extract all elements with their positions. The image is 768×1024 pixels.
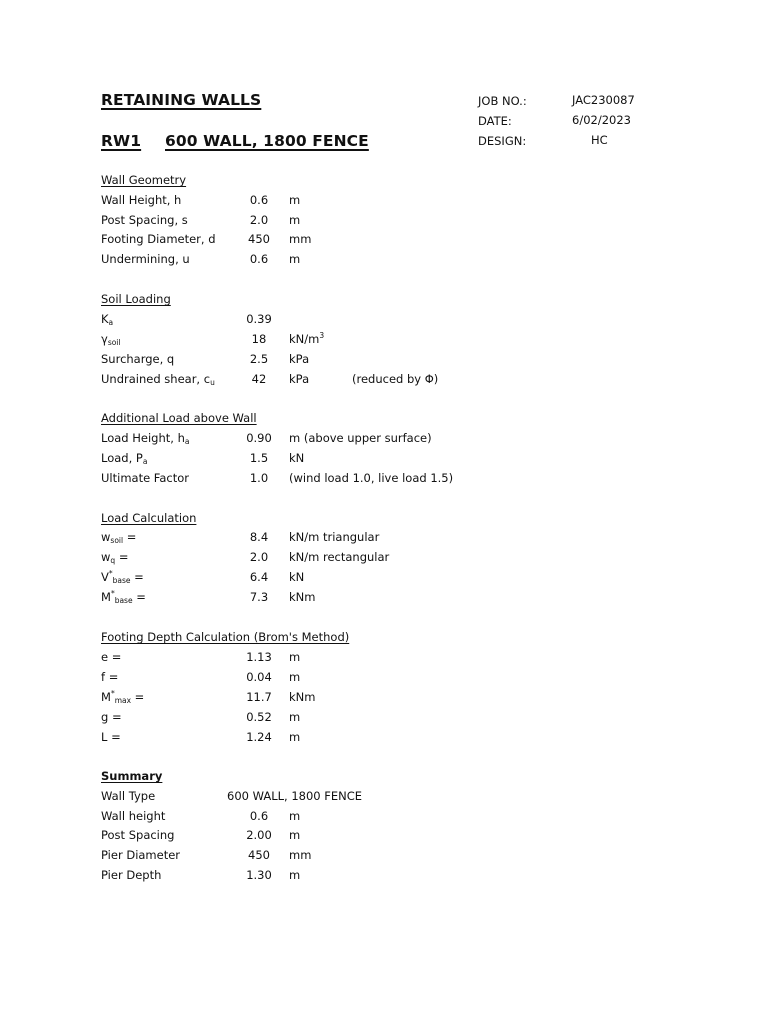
cu-unit: kPa — [289, 372, 310, 386]
row-label: Post Spacing — [101, 828, 175, 842]
row-value: 450 — [248, 848, 270, 862]
table-row — [0, 213, 768, 231]
wsoil-subscript: soil — [110, 536, 124, 545]
ultimate-factor-value: 1.0 — [249, 471, 269, 485]
vbase-unit: kN — [289, 570, 305, 584]
section-additional-load: Additional Load above Wall — [101, 411, 257, 425]
load-text: Load, P — [101, 451, 143, 465]
table-row-wsoil — [0, 530, 768, 548]
load-height-subscript: a — [184, 437, 190, 446]
gamma-subscript: soil — [107, 338, 121, 347]
gamma-symbol: γ — [101, 332, 108, 346]
row-value: 0.6 — [249, 193, 269, 207]
load-label — [101, 451, 147, 465]
table-row — [0, 848, 768, 866]
wsoil-equals: = — [123, 530, 137, 544]
g-unit: m — [289, 710, 301, 724]
load-height-label — [101, 431, 189, 445]
load-height-text: Load Height, h — [101, 431, 185, 445]
load-height-unit: m (above upper surface) — [289, 431, 432, 445]
e-unit: m — [289, 650, 301, 664]
gamma-unit-text: kN/m — [289, 332, 320, 346]
vbase-label — [101, 570, 144, 584]
table-row-surcharge — [0, 352, 768, 370]
cu-value: 42 — [251, 372, 267, 386]
ultimate-factor-label: Ultimate Factor — [101, 471, 190, 485]
cu-note: (reduced by Φ) — [352, 372, 439, 386]
surcharge-unit: kPa — [289, 352, 310, 366]
wsoil-label — [101, 530, 136, 544]
surcharge-value: 2.5 — [249, 352, 269, 366]
table-row-e — [0, 650, 768, 668]
f-value: 0.04 — [246, 670, 272, 684]
mmax-subscript: max — [114, 696, 132, 705]
row-unit: m — [289, 193, 301, 207]
gamma-label — [101, 332, 120, 346]
wq-equals: = — [115, 550, 129, 564]
row-unit: m — [289, 868, 301, 882]
table-row — [0, 828, 768, 846]
row-label: Post Spacing, s — [101, 213, 188, 227]
load-unit: kN — [289, 451, 305, 465]
row-value: 450 — [248, 232, 270, 246]
row-label: Wall Height, h — [101, 193, 182, 207]
gamma-value: 18 — [251, 332, 267, 346]
row-value: 0.6 — [249, 252, 269, 266]
table-row-vbase — [0, 570, 768, 588]
row-label: Wall height — [101, 809, 166, 823]
wsoil-value: 8.4 — [249, 530, 269, 544]
vbase-value: 6.4 — [249, 570, 269, 584]
table-row — [0, 252, 768, 270]
table-row-load — [0, 451, 768, 469]
mbase-unit: kNm — [289, 590, 316, 604]
row-unit: m — [289, 809, 301, 823]
table-row-load-height — [0, 431, 768, 449]
ka-subscript: a — [108, 318, 114, 327]
vbase-equals: = — [130, 570, 144, 584]
row-value: 2.00 — [246, 828, 272, 842]
table-row-wall-type — [0, 789, 768, 807]
load-height-value: 0.90 — [246, 431, 272, 445]
job-no-label: JOB NO.: — [478, 94, 527, 108]
vbase-superscript: * — [108, 569, 113, 578]
table-row-g — [0, 710, 768, 728]
wq-unit: kN/m rectangular — [289, 550, 390, 564]
wq-subscript: q — [110, 556, 116, 565]
load-value: 1.5 — [249, 451, 269, 465]
wq-symbol: w — [101, 550, 111, 564]
l-label: L = — [101, 730, 121, 744]
e-value: 1.13 — [246, 650, 272, 664]
mbase-equals: = — [132, 590, 146, 604]
table-row — [0, 193, 768, 211]
page-title: RETAINING WALLS — [101, 91, 262, 109]
wall-subtitle: 600 WALL, 1800 FENCE — [165, 132, 369, 150]
row-unit: m — [289, 213, 301, 227]
l-value: 1.24 — [246, 730, 272, 744]
mmax-equals: = — [131, 690, 145, 704]
ultimate-factor-note: (wind load 1.0, live load 1.5) — [289, 471, 454, 485]
vbase-subscript: base — [112, 576, 131, 585]
cu-symbol: Undrained shear, c — [101, 372, 211, 386]
wall-type-label: Wall Type — [101, 789, 156, 803]
gamma-unit — [289, 332, 324, 346]
table-row — [0, 809, 768, 827]
table-row-gamma — [0, 332, 768, 350]
mbase-subscript: base — [114, 596, 133, 605]
f-unit: m — [289, 670, 301, 684]
gamma-unit-superscript: 3 — [319, 331, 325, 340]
mbase-label — [101, 590, 146, 604]
job-no-value: JAC230087 — [572, 93, 635, 107]
table-row-mbase — [0, 590, 768, 608]
mbase-value: 7.3 — [249, 590, 269, 604]
section-footing-depth: Footing Depth Calculation (Brom's Method) — [101, 630, 350, 644]
table-row-ultimate-factor — [0, 471, 768, 489]
row-unit: mm — [289, 848, 312, 862]
mbase-superscript: * — [110, 589, 115, 598]
table-row-f — [0, 670, 768, 688]
ka-symbol: K — [101, 312, 109, 326]
table-row-cu — [0, 372, 768, 390]
section-load-calculation: Load Calculation — [101, 511, 197, 525]
row-label: Footing Diameter, d — [101, 232, 216, 246]
table-row-mmax — [0, 690, 768, 708]
table-row — [0, 868, 768, 886]
design-label: DESIGN: — [478, 134, 527, 148]
row-unit: m — [289, 252, 301, 266]
e-label: e = — [101, 650, 122, 664]
row-unit: m — [289, 828, 301, 842]
wall-ref: RW1 — [101, 132, 142, 150]
section-wall-geometry: Wall Geometry — [101, 173, 187, 187]
wsoil-symbol: w — [101, 530, 111, 544]
mmax-superscript: * — [110, 689, 115, 698]
row-value: 2.0 — [249, 213, 269, 227]
cu-subscript: u — [210, 378, 215, 387]
load-subscript: a — [142, 457, 148, 466]
ka-label — [101, 312, 113, 326]
wq-label — [101, 550, 128, 564]
mbase-symbol: M — [101, 590, 111, 604]
table-row — [0, 232, 768, 250]
f-label: f = — [101, 670, 119, 684]
wsoil-unit: kN/m triangular — [289, 530, 380, 544]
g-label: g = — [101, 710, 122, 724]
table-row-ka — [0, 312, 768, 330]
date-label: DATE: — [478, 114, 512, 128]
surcharge-label: Surcharge, q — [101, 352, 175, 366]
row-label: Undermining, u — [101, 252, 190, 266]
wall-type-value: 600 WALL, 1800 FENCE — [227, 789, 363, 803]
wq-value: 2.0 — [249, 550, 269, 564]
row-value: 0.6 — [249, 809, 269, 823]
row-label: Pier Depth — [101, 868, 162, 882]
row-value: 1.30 — [246, 868, 272, 882]
mmax-value: 11.7 — [246, 690, 272, 704]
l-unit: m — [289, 730, 301, 744]
cu-label — [101, 372, 215, 386]
table-row-wq — [0, 550, 768, 568]
design-value: HC — [591, 133, 608, 147]
section-soil-loading: Soil Loading — [101, 292, 171, 306]
ka-value: 0.39 — [246, 312, 272, 326]
row-label: Pier Diameter — [101, 848, 181, 862]
date-value: 6/02/2023 — [572, 113, 631, 127]
mmax-unit: kNm — [289, 690, 316, 704]
mmax-symbol: M — [101, 690, 111, 704]
g-value: 0.52 — [246, 710, 272, 724]
section-summary: Summary — [101, 769, 163, 783]
vbase-symbol: V — [101, 570, 109, 584]
mmax-label — [101, 690, 144, 704]
table-row-l — [0, 730, 768, 748]
row-unit: mm — [289, 232, 312, 246]
